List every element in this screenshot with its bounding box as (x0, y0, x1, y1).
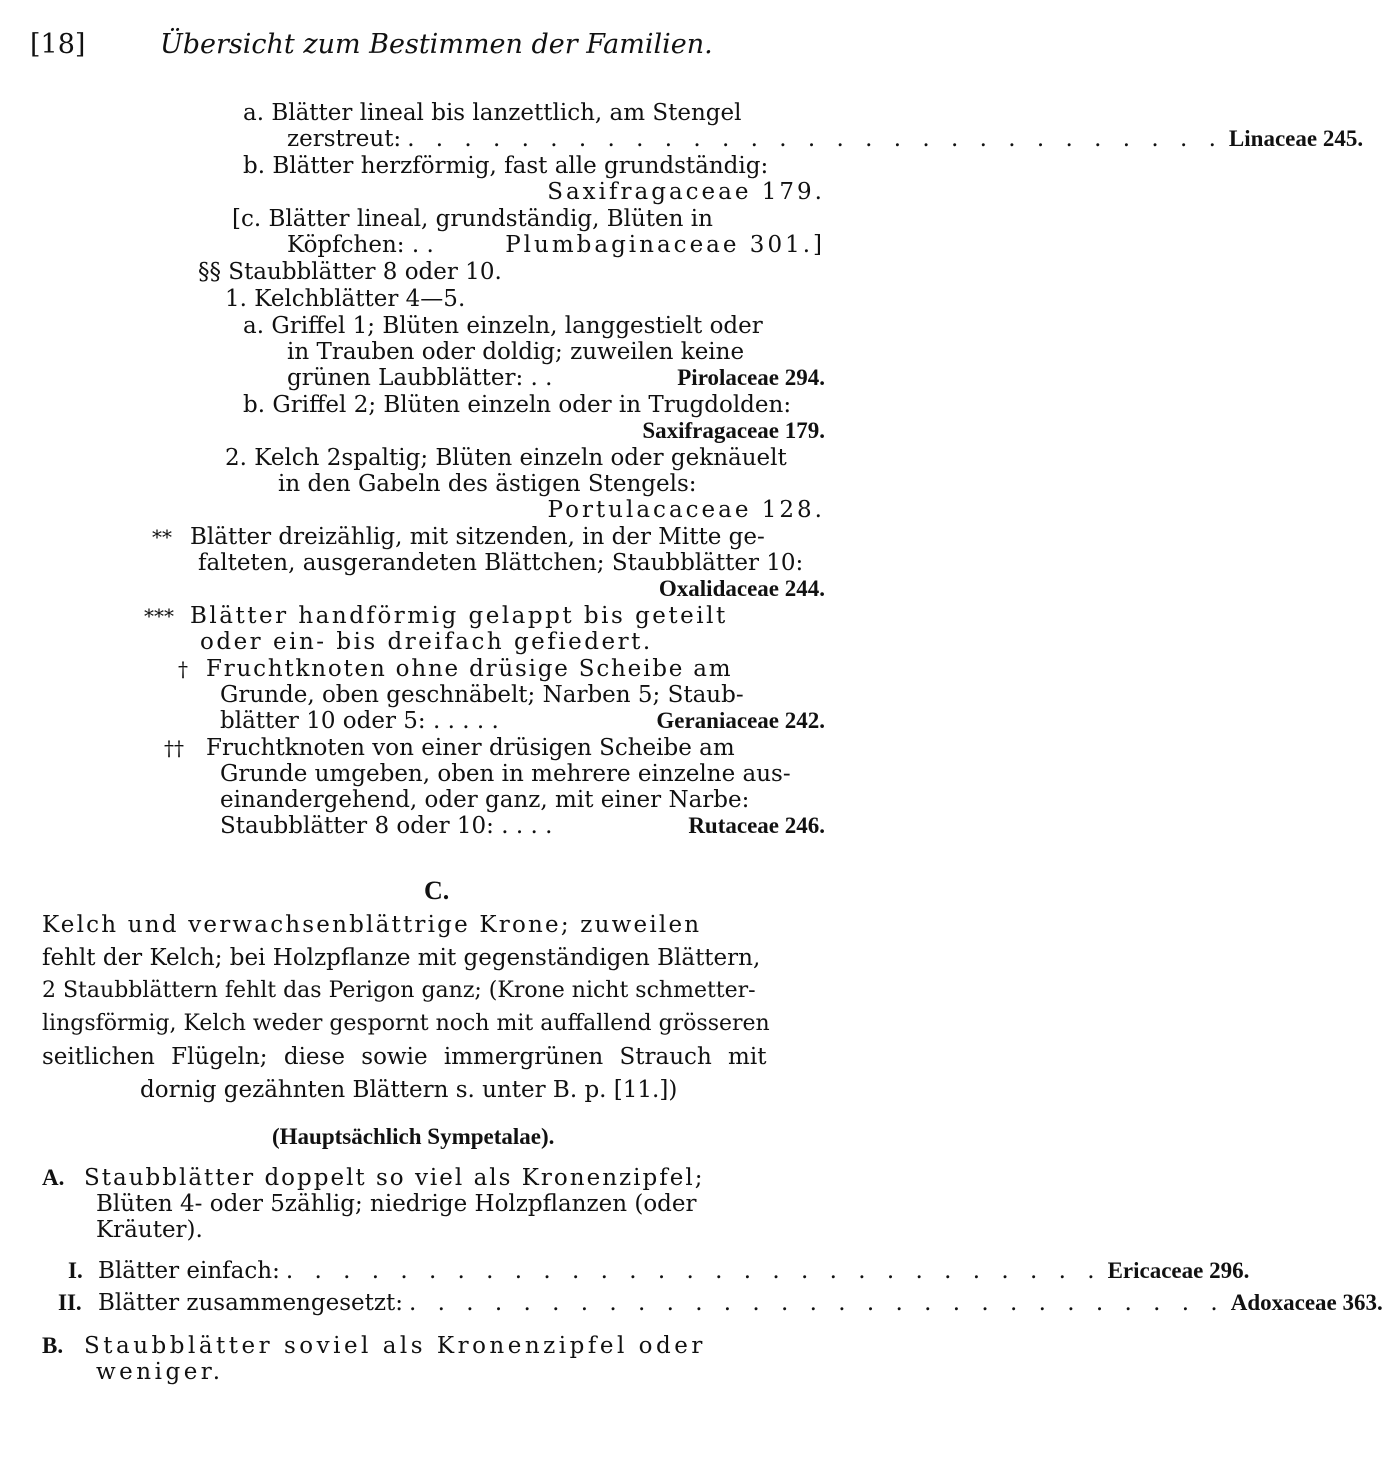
key-d2-line3: einandergehend, oder ganz, mit einer Narbe: (220, 787, 750, 813)
section-c-line3: 2 Staubblättern fehlt das Perigon ganz; (Krone nicht schmetter- (42, 978, 756, 1003)
key-A-line3: Kräuter). (96, 1217, 203, 1243)
leader-dots: . . . . . . . . . . . . . . . . . . . . . . . . . . . . . (285, 1258, 1102, 1284)
key-a-cont: zerstreut: (287, 126, 402, 152)
dagger-mark: † (178, 657, 188, 681)
triple-asterisk-mark: *** (144, 604, 174, 628)
family-ericaceae: Ericaceae 296. (1107, 1258, 1250, 1283)
key-II-entry (98, 1290, 1383, 1316)
double-dagger-mark: †† (164, 736, 184, 760)
family-geraniaceae: Geraniaceae 242. (656, 708, 825, 733)
key-A-line1: Staubblätter doppelt so viel als Kronenzipfel; (84, 1165, 705, 1191)
key-s2-line1: Blätter dreizählig, mit sitzenden, in der Mitte ge- (190, 524, 765, 550)
key-d1-line3: blätter 10 oder 5: . . . . . (220, 708, 499, 734)
key-d2-line4: Staubblätter 8 oder 10: . . . . (220, 813, 553, 839)
key-s3-line1: Blätter handförmig gelappt bis geteilt (190, 603, 728, 629)
key-I-entry (98, 1258, 1250, 1284)
section-c-line5: seitlichen Flügeln; diese sowie immergrünen Strauch mit (42, 1044, 767, 1070)
key-II-mark: II. (58, 1290, 82, 1315)
key-1a-line2: in Trauben oder doldig; zuweilen keine (287, 339, 745, 365)
key-1b-line: b. Griffel 2; Blüten einzeln oder in Trugdolden: (243, 392, 792, 418)
family-plumbaginaceae: Plumbaginaceae 301.] (505, 232, 825, 258)
key-II-text: Blätter zusammengesetzt: (98, 1290, 403, 1316)
family-oxalidaceae: Oxalidaceae 244. (658, 576, 825, 601)
leader-dots: . . . . . . . . . . . . . . . . . . . . . . . . . . . . . (408, 1290, 1225, 1316)
key-b-line: b. Blätter herzförmig, fast alle grundständig: (243, 153, 769, 179)
key-1-line: 1. Kelchblätter 4—5. (225, 286, 466, 312)
section-c-line6: dornig gezähnten Blättern s. unter B. p. [11.]) (140, 1077, 678, 1103)
key-I-text: Blätter einfach: (98, 1258, 280, 1284)
family-saxifragaceae-1: Saxifragaceae 179. (547, 179, 825, 205)
key-s2-line2: falteten, ausgerandeten Blättchen; Staubblätter 10: (198, 550, 804, 576)
key-d1-line2: Grunde, oben geschnäbelt; Narben 5; Staub- (220, 682, 744, 708)
family-rutaceae: Rutaceae 246. (688, 813, 825, 838)
leader-dots: . . . . . . . . . . . . . . . . . . . . . . . . . . . . . (407, 126, 1223, 152)
key-1a-line3: grünen Laubblätter: . . (287, 365, 553, 391)
key-s3-line2: oder ein- bis dreifach gefiedert. (200, 629, 653, 655)
section-c-heading: C. (424, 876, 450, 905)
key-ss-line: §§ Staubblätter 8 oder 10. (198, 259, 502, 285)
key-B-mark: B. (42, 1333, 64, 1358)
key-a-line: a. Blätter lineal bis lanzettlich, am Stengel (243, 100, 742, 126)
family-adoxaceae: Adoxaceae 363. (1230, 1290, 1383, 1315)
section-c-subtitle: (Hauptsächlich Sympetalae). (272, 1124, 555, 1149)
key-B-line1: Staubblätter soviel als Kronenzipfel oder (84, 1333, 706, 1359)
page-number: [18] (30, 29, 86, 60)
running-title: Übersicht zum Bestimmen der Familien. (160, 29, 713, 60)
key-B-line2: weniger. (96, 1359, 224, 1385)
key-2-line1: 2. Kelch 2spaltig; Blüten einzeln oder geknäuelt (225, 445, 787, 471)
key-c-line: [c. Blätter lineal, grundständig, Blüten in (232, 206, 713, 232)
family-pirolaceae: Pirolaceae 294. (677, 365, 825, 390)
key-A-line2: Blüten 4- oder 5zählig; niedrige Holzpflanzen (oder (96, 1191, 697, 1217)
family-saxifragaceae-2: Saxifragaceae 179. (642, 418, 825, 443)
section-c-line2: fehlt der Kelch; bei Holzpflanze mit gegenständigen Blättern, (42, 945, 761, 971)
section-c-line1: Kelch und verwachsenblättrige Krone; zuweilen (42, 912, 702, 938)
key-d2-line1: Fruchtknoten von einer drüsigen Scheibe am (206, 735, 735, 761)
section-c-line4: lingsförmig, Kelch weder gespornt noch mit auffallend grösseren (42, 1011, 770, 1036)
key-c-cont: Köpfchen: . . (287, 232, 434, 258)
key-d2-line2: Grunde umgeben, oben in mehrere einzelne aus- (220, 761, 791, 787)
key-I-mark: I. (68, 1258, 83, 1283)
family-portulacaceae: Portulacaceae 128. (547, 497, 825, 523)
key-a-entry (287, 126, 1364, 152)
key-d1-line1: Fruchtknoten ohne drüsige Scheibe am (206, 656, 733, 682)
key-2-line2: in den Gabeln des ästigen Stengels: (278, 471, 697, 497)
double-asterisk-mark: ** (152, 525, 172, 549)
family-linaceae: Linaceae 245. (1228, 126, 1364, 151)
key-1a-line1: a. Griffel 1; Blüten einzeln, langgestielt oder (243, 313, 763, 339)
key-A-mark: A. (42, 1165, 65, 1190)
